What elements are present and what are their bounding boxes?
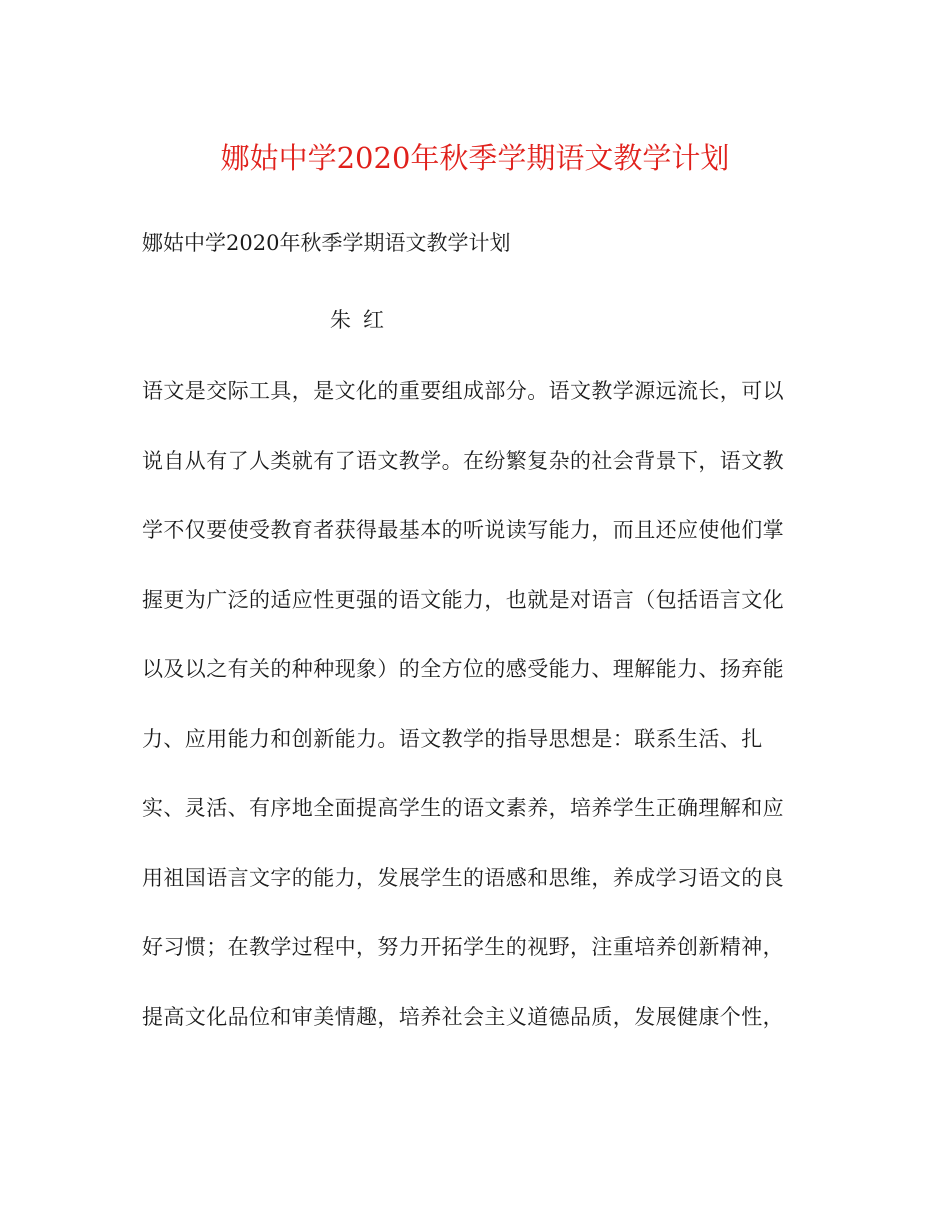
body-line-3: 学不仅要使受教育者获得最基本的听说读写能力，而且还应使他们掌 [142, 518, 784, 542]
body-line-2: 说自从有了人类就有了语文教学。在纷繁复杂的社会背景下，语文教 [142, 448, 784, 473]
body-line-4: 握更为广泛的适应性更强的语文能力，也就是对语言（包括语言文化 [142, 587, 784, 612]
body-line-7: 实、灵活、有序地全面提高学生的语文素养，培养学生正确理解和应 [142, 796, 784, 820]
body-line-1: 语文是交际工具，是文化的重要组成部分。语文教学源远流长，可以 [142, 379, 784, 403]
body-text [142, 376, 822, 1071]
author-name: 朱红 [330, 308, 396, 332]
document-subtitle: 娜姑中学2020年秋季学期语文教学计划 [142, 231, 511, 255]
body-line-10: 提高文化品位和审美情趣，培养社会主义道德品质，发展健康个性， [142, 1004, 784, 1029]
document-title: 娜姑中学2020年秋季学期语文教学计划 [220, 141, 730, 175]
body-line-8: 用祖国语言文字的能力，发展学生的语感和思维，养成学习语文的良 [142, 865, 784, 890]
body-line-9: 好习惯；在教学过程中，努力开拓学生的视野，注重培养创新精神， [142, 935, 784, 959]
body-line-6: 力、应用能力和创新能力。语文教学的指导思想是：联系生活、扎 [142, 726, 763, 751]
body-line-5: 以及以之有关的种种现象）的全方位的感受能力、理解能力、扬弃能 [142, 657, 784, 681]
